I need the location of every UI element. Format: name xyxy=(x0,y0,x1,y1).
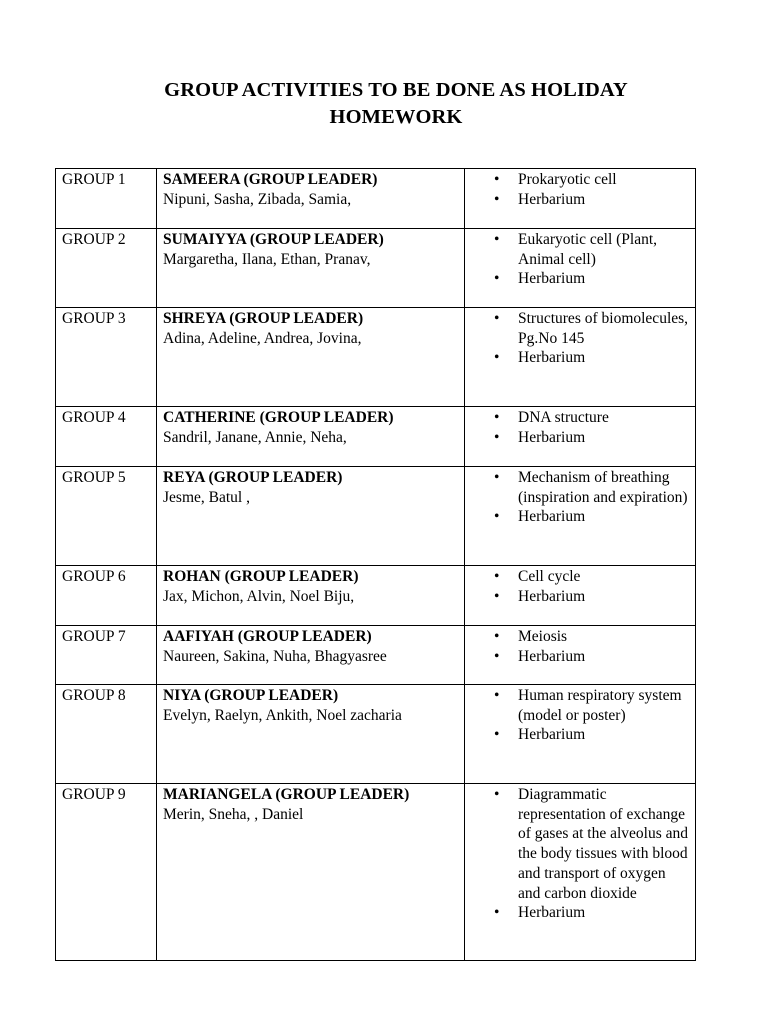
group-members-cell xyxy=(157,784,465,961)
group-members: Jesme, Batul , xyxy=(163,488,250,506)
activity-item xyxy=(471,627,689,647)
activity-item xyxy=(471,408,689,428)
group-members: Evelyn, Raelyn, Ankith, Noel zacharia xyxy=(163,706,402,724)
group-row xyxy=(56,308,696,407)
group-name: GROUP 6 xyxy=(62,568,126,585)
bullet-icon: • xyxy=(494,190,500,208)
group-activities-cell xyxy=(465,566,696,626)
group-name: GROUP 1 xyxy=(62,171,126,188)
bullet-icon: • xyxy=(494,231,500,248)
group-leader: REYA (GROUP LEADER) xyxy=(163,469,343,486)
activity-text: Herbarium xyxy=(518,904,586,922)
activity-list xyxy=(471,170,689,209)
group-leader: AAFIYAH (GROUP LEADER) xyxy=(163,628,372,645)
group-row xyxy=(56,784,696,961)
group-activities-cell xyxy=(465,308,696,407)
group-activities-cell xyxy=(465,626,696,685)
activity-text: Cell cycle xyxy=(518,568,581,585)
activity-item xyxy=(471,428,689,448)
group-name-cell xyxy=(56,229,157,308)
group-activities-cell xyxy=(465,784,696,961)
group-members-cell xyxy=(157,229,465,308)
activity-list xyxy=(471,627,689,666)
group-name-cell xyxy=(56,784,157,961)
activity-item xyxy=(471,725,689,745)
activity-text: Prokaryotic cell xyxy=(518,171,617,188)
group-members: Adina, Adeline, Andrea, Jovina, xyxy=(163,329,362,347)
document-title: GROUP ACTIVITIES TO BE DONE AS HOLIDAY HOMEWORK xyxy=(164,79,628,128)
group-activities-cell xyxy=(465,685,696,784)
activity-text: Herbarium xyxy=(518,349,586,367)
group-name-cell xyxy=(56,308,157,407)
activity-item xyxy=(471,190,689,210)
group-members: Merin, Sneha, , Daniel xyxy=(163,805,304,823)
activity-text: Diagrammatic representation of exchange of gases at the alveolus and the body tissues with blood and transport of oxygen and carbon dioxide xyxy=(518,786,689,902)
activity-text: Herbarium xyxy=(518,726,586,744)
activity-text: Human respiratory system (model or poster) xyxy=(518,687,682,724)
activity-text: Meiosis xyxy=(518,628,568,645)
group-row xyxy=(56,467,696,566)
group-leader: CATHERINE (GROUP LEADER) xyxy=(163,409,394,426)
activity-item xyxy=(471,785,689,903)
group-leader: SAMEERA (GROUP LEADER) xyxy=(163,171,378,188)
activity-item xyxy=(471,567,689,587)
activity-text: Herbarium xyxy=(518,428,586,446)
activity-item xyxy=(471,468,689,507)
bullet-icon: • xyxy=(494,349,500,367)
group-row xyxy=(56,566,696,626)
group-activities-cell xyxy=(465,229,696,308)
group-activities-cell xyxy=(465,169,696,229)
group-members: Jax, Michon, Alvin, Noel Biju, xyxy=(163,587,355,605)
group-name: GROUP 2 xyxy=(62,231,126,248)
group-members: Sandril, Janane, Annie, Neha, xyxy=(163,428,347,446)
bullet-icon: • xyxy=(494,687,500,704)
activity-list xyxy=(471,468,689,527)
activity-item xyxy=(471,647,689,667)
bullet-icon: • xyxy=(494,647,500,665)
group-name: GROUP 7 xyxy=(62,628,126,645)
group-members: Nipuni, Sasha, Zibada, Samia, xyxy=(163,190,352,208)
group-activities-cell xyxy=(465,407,696,467)
group-name-cell xyxy=(56,169,157,229)
group-members-cell xyxy=(157,566,465,626)
bullet-icon: • xyxy=(494,469,500,486)
group-members-cell xyxy=(157,308,465,407)
activity-text: Herbarium xyxy=(518,587,586,605)
group-activities-cell xyxy=(465,467,696,566)
activity-list xyxy=(471,785,689,923)
activity-list xyxy=(471,686,689,745)
bullet-icon: • xyxy=(494,508,500,526)
group-name-cell xyxy=(56,566,157,626)
activity-text: Structures of biomolecules, Pg.No 145 xyxy=(518,310,689,347)
group-row xyxy=(56,407,696,467)
group-name-cell xyxy=(56,407,157,467)
activity-list xyxy=(471,230,689,289)
group-leader: SHREYA (GROUP LEADER) xyxy=(163,310,364,327)
groups-table xyxy=(55,168,696,961)
bullet-icon: • xyxy=(494,587,500,605)
activity-list xyxy=(471,309,689,368)
activity-item xyxy=(471,686,689,725)
bullet-icon: • xyxy=(494,786,500,803)
activity-item xyxy=(471,230,689,269)
activity-text: DNA structure xyxy=(518,409,609,426)
group-name: GROUP 9 xyxy=(62,786,126,803)
group-name-cell xyxy=(56,626,157,685)
bullet-icon: • xyxy=(494,628,500,645)
group-row xyxy=(56,626,696,685)
bullet-icon: • xyxy=(494,904,500,922)
activity-text: Herbarium xyxy=(518,270,586,288)
activity-item xyxy=(471,348,689,368)
group-members-cell xyxy=(157,407,465,467)
bullet-icon: • xyxy=(494,171,500,188)
activity-list xyxy=(471,567,689,606)
groups-table-body xyxy=(56,169,696,961)
activity-item xyxy=(471,170,689,190)
group-row xyxy=(56,169,696,229)
activity-text: Herbarium xyxy=(518,647,586,665)
group-members: Naureen, Sakina, Nuha, Bhagyasree xyxy=(163,647,387,665)
group-leader: NIYA (GROUP LEADER) xyxy=(163,687,339,704)
group-row xyxy=(56,685,696,784)
group-name: GROUP 8 xyxy=(62,687,126,704)
group-members-cell xyxy=(157,685,465,784)
activity-item xyxy=(471,507,689,527)
group-name-cell xyxy=(56,685,157,784)
group-leader: SUMAIYYA (GROUP LEADER) xyxy=(163,231,384,248)
group-members-cell xyxy=(157,169,465,229)
activity-item xyxy=(471,309,689,348)
bullet-icon: • xyxy=(494,409,500,426)
group-name: GROUP 3 xyxy=(62,310,126,327)
activity-item xyxy=(471,269,689,289)
activity-list xyxy=(471,408,689,447)
group-members: Margaretha, Ilana, Ethan, Pranav, xyxy=(163,250,371,268)
group-name: GROUP 5 xyxy=(62,469,126,486)
activity-text: Mechanism of breathing (inspiration and expiration) xyxy=(518,469,688,506)
group-name-cell xyxy=(56,467,157,566)
activity-item xyxy=(471,903,689,923)
bullet-icon: • xyxy=(494,726,500,744)
activity-text: Eukaryotic cell (Plant, Animal cell) xyxy=(518,231,658,268)
bullet-icon: • xyxy=(494,310,500,327)
group-members-cell xyxy=(157,626,465,685)
activity-item xyxy=(471,587,689,607)
group-row xyxy=(56,229,696,308)
activity-text: Herbarium xyxy=(518,508,586,526)
bullet-icon: • xyxy=(494,568,500,585)
group-leader: MARIANGELA (GROUP LEADER) xyxy=(163,786,410,803)
group-leader: ROHAN (GROUP LEADER) xyxy=(163,568,359,585)
group-members-cell xyxy=(157,467,465,566)
bullet-icon: • xyxy=(494,428,500,446)
group-name: GROUP 4 xyxy=(62,409,126,426)
bullet-icon: • xyxy=(494,270,500,288)
activity-text: Herbarium xyxy=(518,190,586,208)
